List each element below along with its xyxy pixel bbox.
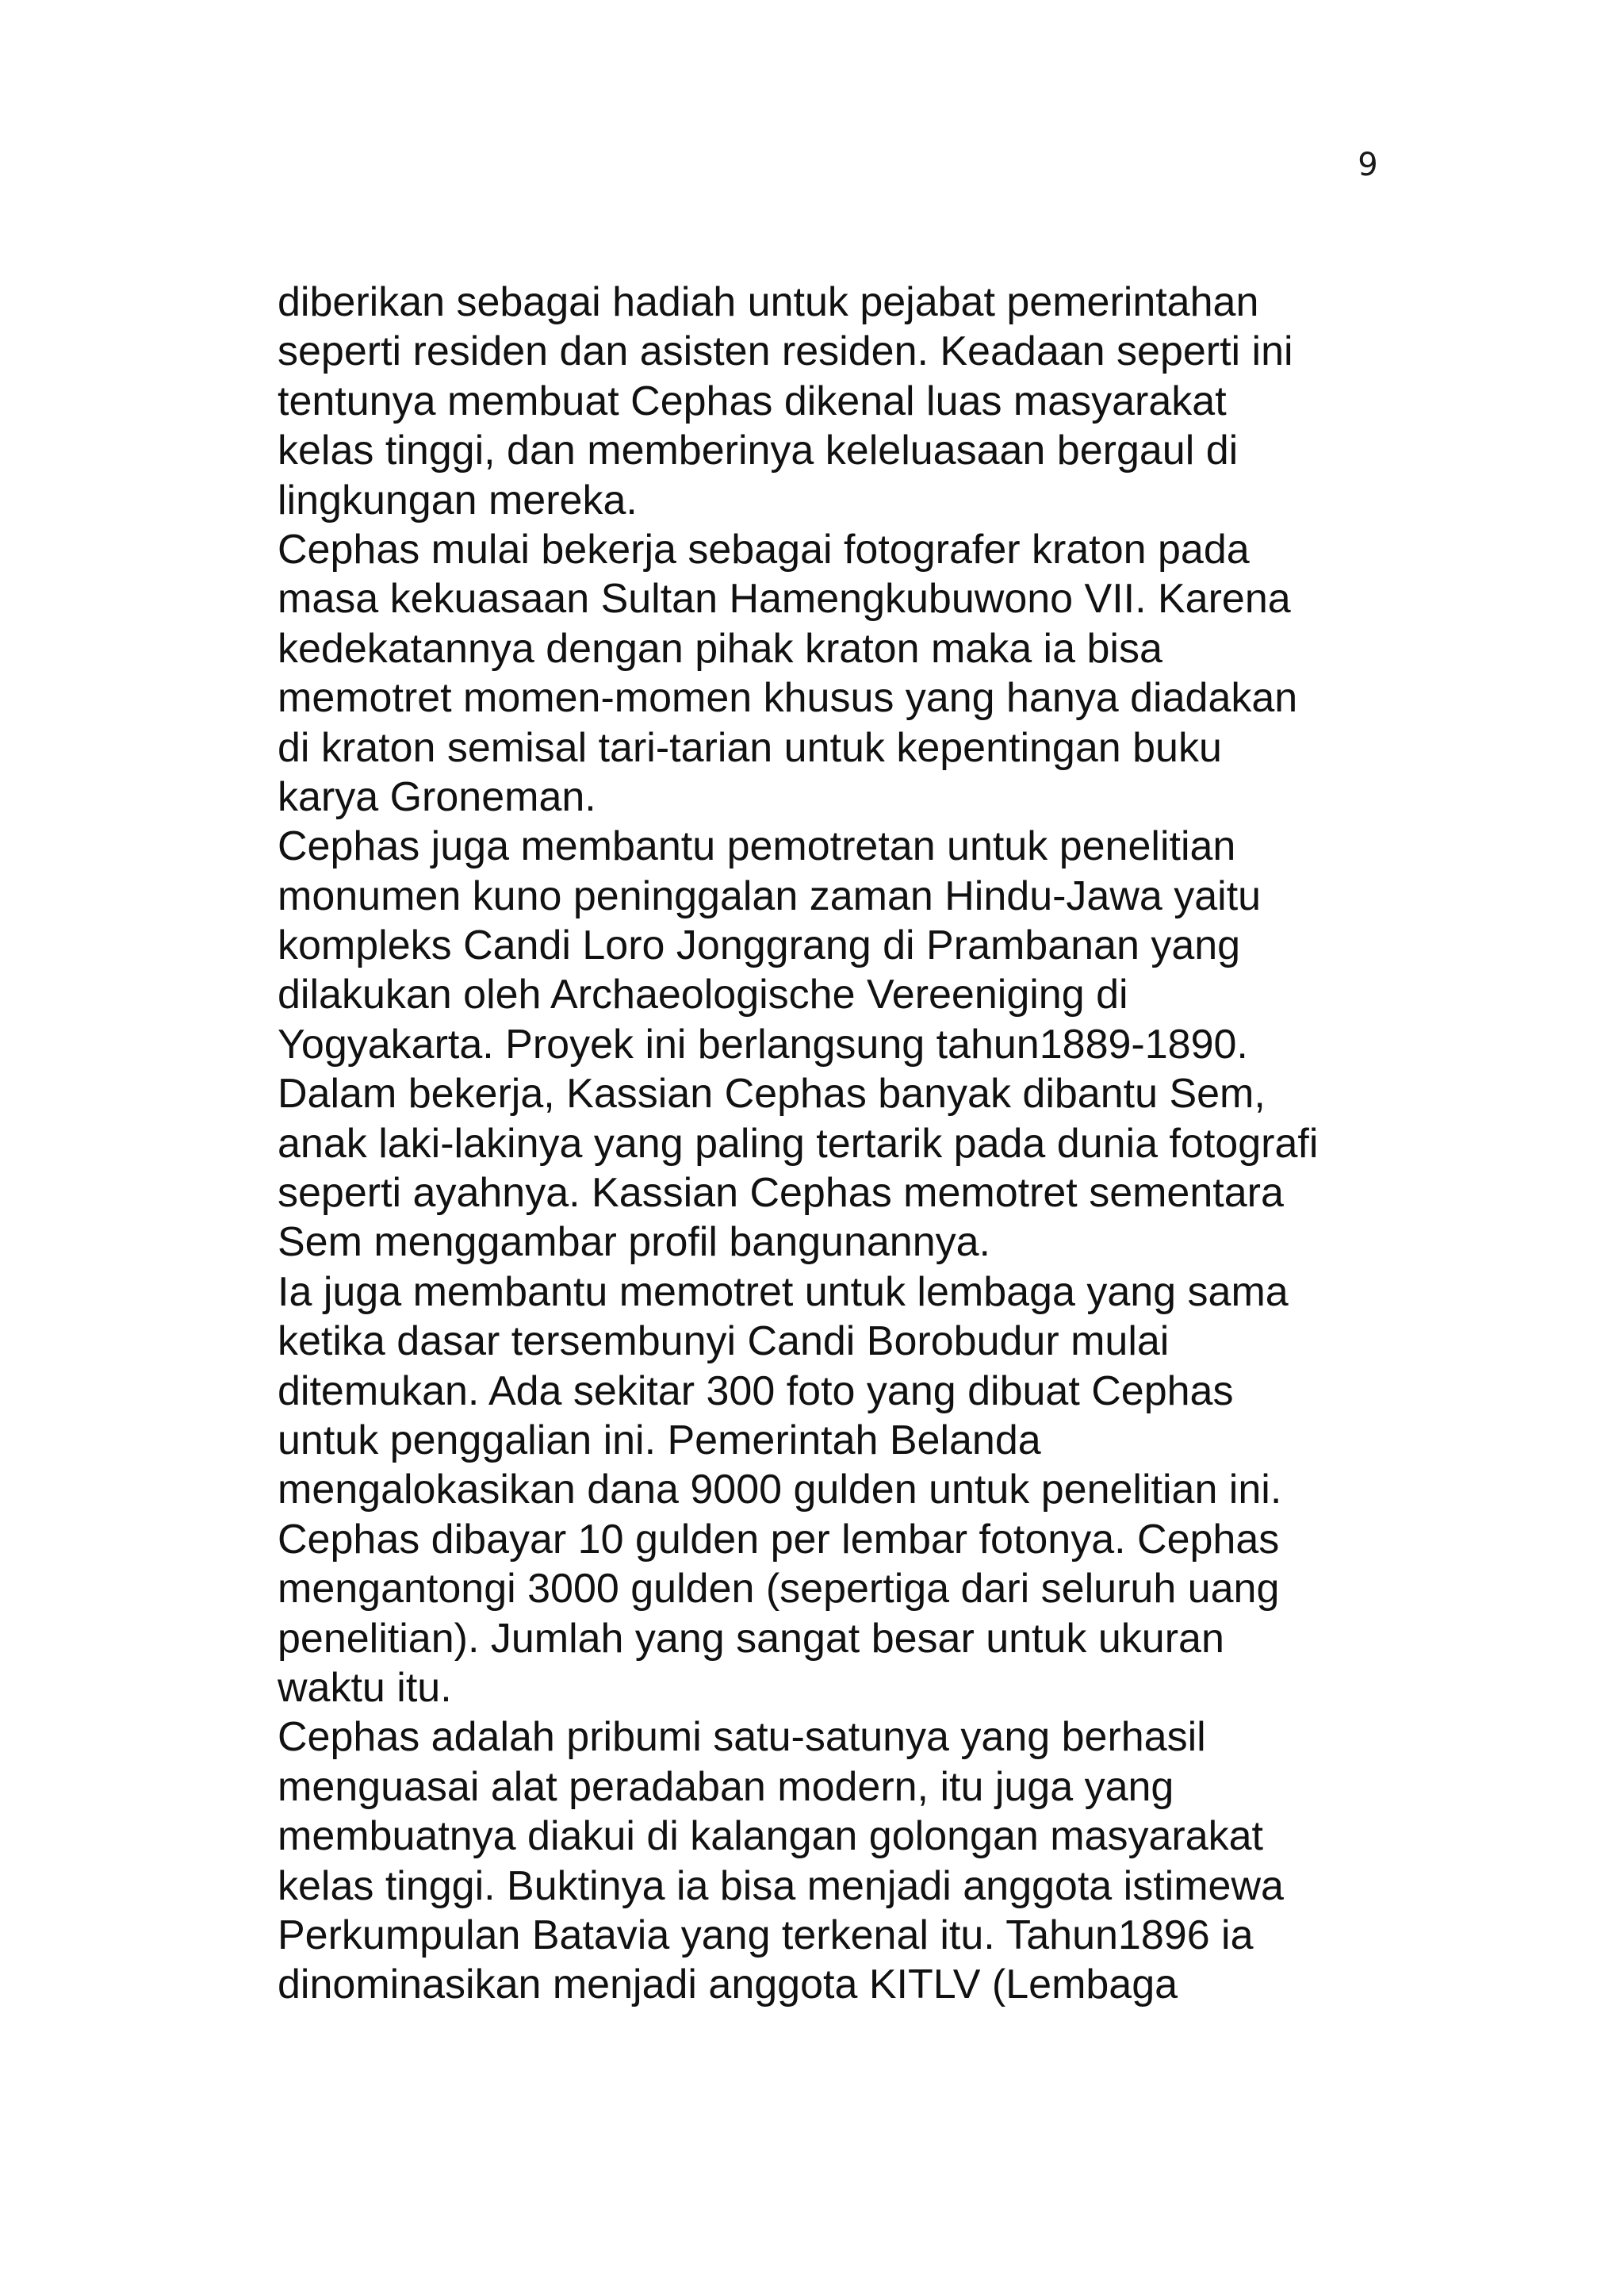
text-line: memotret momen-momen khusus yang hanya diadakan xyxy=(278,675,1298,722)
text-line: Yogyakarta. Proyek ini berlangsung tahun1889-1890. xyxy=(278,1021,1248,1068)
text-line: membuatnya diakui di kalangan golongan masyarakat xyxy=(278,1813,1263,1860)
text-line: anak laki-lakinya yang paling tertarik pada dunia fotografi xyxy=(278,1120,1319,1167)
text-line: masa kekuasaan Sultan Hamengkubuwono VII. Karena xyxy=(278,576,1291,623)
text-line: seperti residen dan asisten residen. Keadaan seperti ini xyxy=(278,328,1293,375)
text-line: dinominasikan menjadi anggota KITLV (Lembaga xyxy=(278,1961,1178,2008)
text-line: Dalam bekerja, Kassian Cephas banyak dibantu Sem, xyxy=(278,1071,1266,1118)
text-line: mengantongi 3000 gulden (sepertiga dari seluruh uang xyxy=(278,1566,1280,1613)
text-line: karya Groneman. xyxy=(278,773,596,820)
text-line: ditemukan. Ada sekitar 300 foto yang dibuat Cephas xyxy=(278,1367,1234,1414)
text-line: Ia juga membantu memotret untuk lembaga yang sama xyxy=(278,1268,1289,1315)
text-line: Cephas dibayar 10 gulden per lembar fotonya. Cephas xyxy=(278,1516,1280,1563)
text-line: kelas tinggi. Buktinya ia bisa menjadi anggota istimewa xyxy=(278,1862,1284,1909)
text-line: Perkumpulan Batavia yang terkenal itu. Tahun1896 ia xyxy=(278,1912,1254,1958)
text-line: lingkungan mereka. xyxy=(278,477,638,523)
text-line: untuk penggalian ini. Pemerintah Belanda xyxy=(278,1417,1041,1463)
text-line: seperti ayahnya. Kassian Cephas memotret sementara xyxy=(278,1170,1284,1217)
text-line: Sem menggambar profil bangunannya. xyxy=(278,1219,991,1266)
text-line: kompleks Candi Loro Jonggrang di Prambanan yang xyxy=(278,922,1241,969)
text-line: menguasai alat peradaban modern, itu juga yang xyxy=(278,1763,1174,1810)
text-line: dilakukan oleh Archaeologische Vereeniging di xyxy=(278,972,1128,1018)
text-line: mengalokasikan dana 9000 gulden untuk penelitian ini. xyxy=(278,1467,1282,1513)
text-line: waktu itu. xyxy=(278,1664,452,1711)
text-line: di kraton semisal tari-tarian untuk kepentingan buku xyxy=(278,724,1222,771)
text-line: penelitian). Jumlah yang sangat besar untuk ukuran xyxy=(278,1615,1224,1662)
text-line: kedekatannya dengan pihak kraton maka ia bisa xyxy=(278,625,1162,672)
text-line: tentunya membuat Cephas dikenal luas masyarakat xyxy=(278,378,1227,424)
page-number: 9 xyxy=(1358,147,1378,183)
text-line: ketika dasar tersembunyi Candi Borobudur mulai xyxy=(278,1318,1170,1365)
text-line: kelas tinggi, dan memberinya keleluasaan bergaul di xyxy=(278,428,1239,474)
body-text xyxy=(278,278,1404,2010)
text-line: monumen kuno peninggalan zaman Hindu-Jawa yaitu xyxy=(278,872,1262,919)
text-line: Cephas mulai bekerja sebagai fotografer kraton pada xyxy=(278,526,1250,573)
text-line: Cephas adalah pribumi satu-satunya yang berhasil xyxy=(278,1714,1206,1761)
text-line: Cephas juga membantu pemotretan untuk penelitian xyxy=(278,823,1236,870)
text-line: diberikan sebagai hadiah untuk pejabat pemerintahan xyxy=(278,279,1259,325)
